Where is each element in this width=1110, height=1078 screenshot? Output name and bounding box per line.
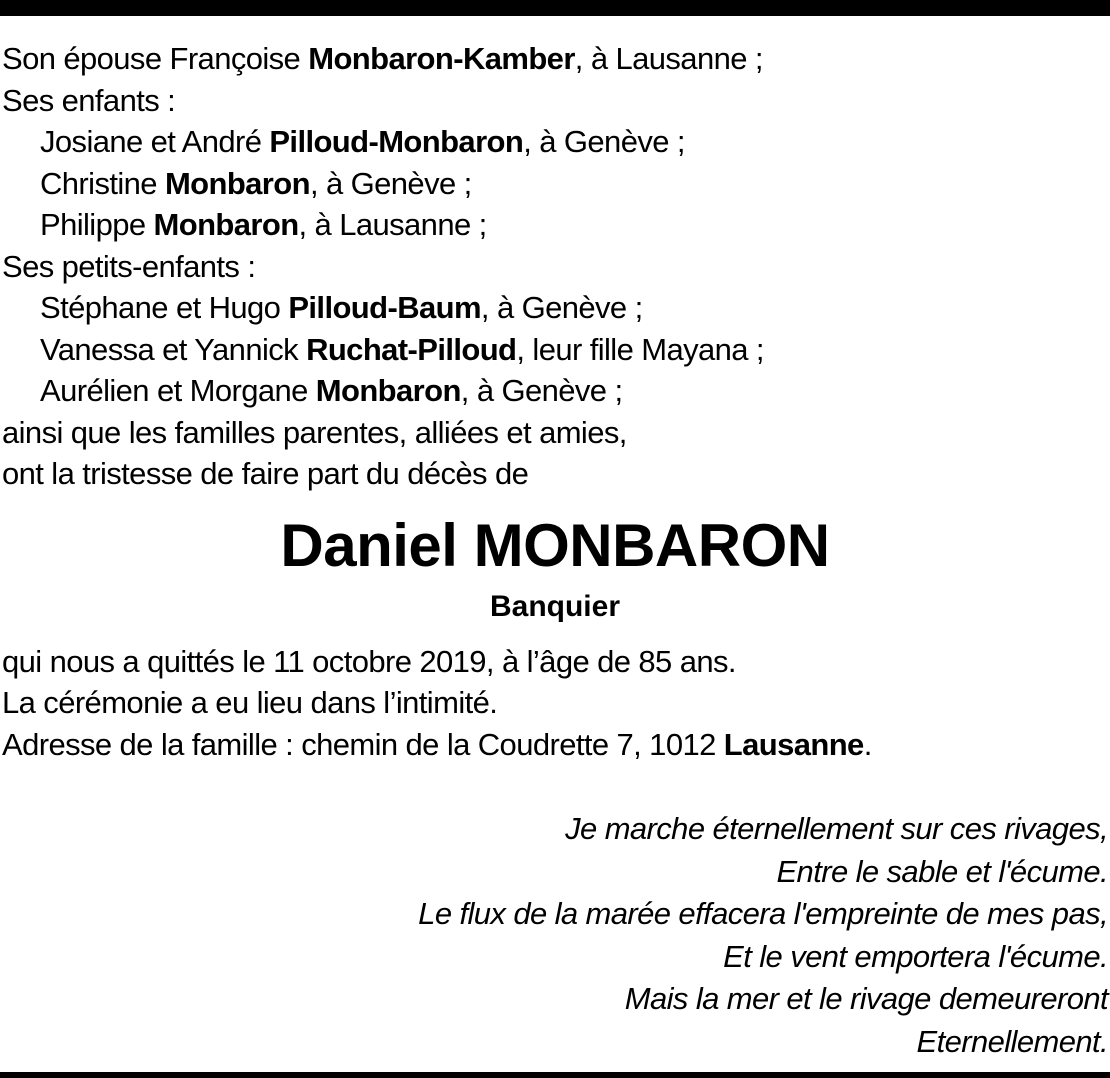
poem-line: Et le vent emportera l'écume. <box>723 938 1108 974</box>
child-line <box>2 163 1108 205</box>
child-suffix: , à Genève ; <box>523 124 685 159</box>
spouse-name: Monbaron-Kamber <box>308 41 575 76</box>
child-suffix: , à Lausanne ; <box>298 207 487 242</box>
top-rule <box>0 0 1110 16</box>
death-date-line: qui nous a quittés le 11 octobre 2019, à l’âge de 85 ans. <box>2 643 736 679</box>
ceremony-line: La cérémonie a eu lieu dans l’intimité. <box>2 685 498 720</box>
child-name: Pilloud-Monbaron <box>269 124 524 159</box>
children-heading: Ses enfants : <box>2 82 176 118</box>
poem-line: Je marche éternellement sur ces rivages, <box>565 811 1108 846</box>
deceased-name: Daniel MONBARON <box>280 511 830 579</box>
spouse-line <box>2 38 1108 80</box>
grandchild-name: Pilloud-Baum <box>288 290 481 325</box>
grandchild-prefix: Aurélien et Morgane <box>40 373 316 408</box>
grandchild-name: Monbaron <box>315 373 461 408</box>
child-suffix: , à Genève ; <box>309 165 472 201</box>
grandchild-prefix: Vanessa et Yannick <box>40 331 307 367</box>
address-city: Lausanne <box>723 726 864 762</box>
address-prefix: Adresse de la famille : chemin de la Coudrette 7, 1012 <box>2 726 724 762</box>
poem <box>108 808 1108 1063</box>
grandchild-prefix: Stéphane et Hugo <box>40 290 289 325</box>
grandchild-line <box>2 329 1108 371</box>
child-prefix: Philippe <box>40 207 154 242</box>
bottom-rule <box>0 1072 1110 1078</box>
grandchild-line <box>2 287 1108 329</box>
closing-line-relatives: ainsi que les familles parentes, alliées et amies, <box>2 414 627 450</box>
death-notice <box>2 38 1108 765</box>
child-name: Monbaron <box>153 207 299 242</box>
poem-line: Mais la mer et le rivage demeureront <box>624 981 1108 1016</box>
spouse-prefix: Son épouse Françoise <box>2 41 309 76</box>
grandchildren-heading: Ses petits-enfants : <box>2 248 256 284</box>
grandchild-suffix: , à Genève ; <box>460 373 623 408</box>
details-block <box>2 641 1108 766</box>
family-address-line <box>2 724 1108 766</box>
child-name: Monbaron <box>164 165 310 201</box>
child-line <box>2 121 1108 163</box>
grandchild-suffix: , leur fille Mayana ; <box>516 331 764 367</box>
poem-line: Entre le sable et l'écume. <box>776 853 1108 889</box>
spouse-suffix: , à Lausanne ; <box>574 41 763 76</box>
child-line <box>2 204 1108 246</box>
poem-line: Le flux de la marée effacera l'empreinte de mes pas, <box>418 896 1108 931</box>
address-suffix: . <box>863 726 872 762</box>
poem-line: Eternellement. <box>916 1023 1108 1059</box>
grandchild-line <box>2 370 1108 412</box>
deceased-block <box>2 511 1108 629</box>
closing-line-announcement: ont la tristesse de faire part du décès de <box>2 456 529 491</box>
grandchild-suffix: , à Genève ; <box>480 290 643 325</box>
grandchild-name: Ruchat-Pilloud <box>306 331 517 367</box>
child-prefix: Christine <box>40 165 165 201</box>
deceased-profession: Banquier <box>489 589 621 623</box>
child-prefix: Josiane et André <box>40 124 270 159</box>
